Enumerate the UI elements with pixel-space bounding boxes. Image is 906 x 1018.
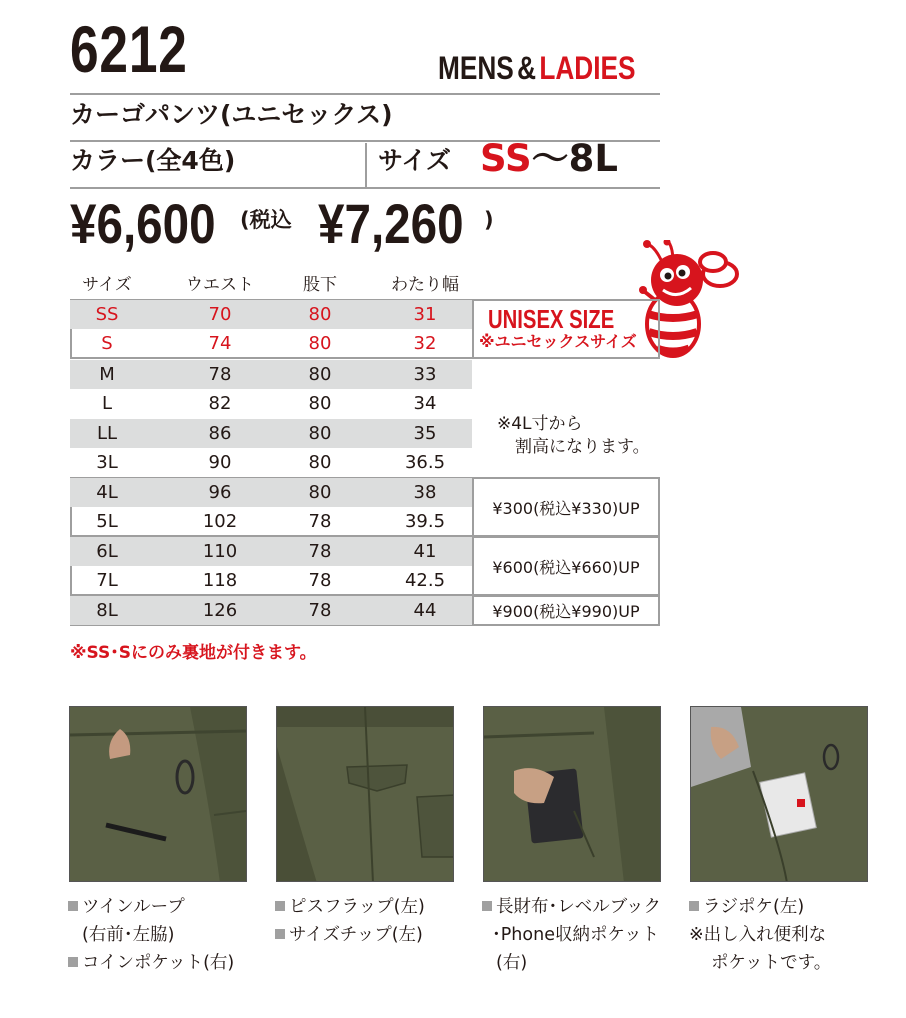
cell-inseam: 78 <box>308 541 332 562</box>
cell-thigh: 34 <box>413 393 437 414</box>
tax-label: (税込 <box>240 208 292 232</box>
pants-radio-pocket-photo <box>690 706 868 882</box>
size-range-start: SS <box>480 137 532 180</box>
cell-inseam: 80 <box>308 364 332 385</box>
cell-size: 6L <box>96 541 118 562</box>
table-row <box>70 389 472 418</box>
col-header-inseam: 股下 <box>303 275 337 295</box>
cell-waist: 78 <box>208 364 232 385</box>
feature-caption-1 <box>68 893 234 977</box>
cell-size: 7L <box>96 570 118 591</box>
caption-text: コインポケット(右) <box>82 953 235 973</box>
cell-size: L <box>101 393 113 414</box>
table-row <box>70 448 472 477</box>
table-row <box>70 419 472 448</box>
caption-text: 長財布･レベルブック <box>496 897 662 917</box>
divider-vertical <box>365 143 367 187</box>
note-4l <box>497 413 650 459</box>
cell-thigh: 35 <box>413 423 437 444</box>
note-4l-line: ※4L寸から <box>497 414 583 434</box>
pants-pocket-twin-loop-photo <box>69 706 247 882</box>
caption-line <box>68 893 234 921</box>
bullet-square-icon <box>68 957 78 967</box>
caption-text: ポケットです。 <box>711 953 832 973</box>
tax-close: ) <box>484 208 494 232</box>
caption-text: ツインループ <box>82 897 185 917</box>
caption-text: ※出し入れ便利な <box>689 925 827 945</box>
surcharge-900: ¥900(税込¥990)UP <box>472 595 660 626</box>
cell-size: 3L <box>96 452 118 473</box>
gender-label <box>438 52 636 84</box>
cell-waist: 74 <box>208 333 232 354</box>
unisex-subtitle: ※ユニセックスサイズ <box>479 332 637 351</box>
cell-waist: 70 <box>208 304 232 325</box>
note-4l-line: 割高になります。 <box>515 437 650 457</box>
table-row <box>70 596 472 625</box>
divider <box>70 187 660 189</box>
bullet-square-icon <box>275 901 285 911</box>
cell-thigh: 36.5 <box>404 452 446 473</box>
color-count: カラー(全4色) <box>70 146 236 175</box>
caption-text: ･Phone収納ポケット <box>492 925 660 945</box>
model-number: 6212 <box>70 12 188 86</box>
cell-waist: 96 <box>208 482 232 503</box>
cell-inseam: 80 <box>308 423 332 444</box>
cell-size: 5L <box>96 511 118 532</box>
caption-text: ピスフラップ(左) <box>289 897 425 917</box>
table-row <box>70 360 472 389</box>
product-name: カーゴパンツ(ユニセックス) <box>70 100 393 129</box>
cell-waist: 82 <box>208 393 232 414</box>
pants-back-flap-photo <box>276 706 454 882</box>
cell-inseam: 80 <box>308 304 332 325</box>
cell-thigh: 44 <box>413 600 437 621</box>
cell-size: S <box>101 333 113 354</box>
cell-thigh: 32 <box>413 333 437 354</box>
caption-text: (右前･左脇) <box>82 925 175 945</box>
caption-line <box>482 921 661 949</box>
size-range-end: 〜8L <box>531 137 618 180</box>
col-header-thigh: わたり幅 <box>391 275 459 295</box>
cell-size: SS <box>95 304 119 325</box>
cell-thigh: 31 <box>413 304 437 325</box>
cell-size: 4L <box>96 482 118 503</box>
cell-size: M <box>99 364 115 385</box>
table-row <box>70 537 472 566</box>
divider <box>70 93 660 95</box>
table-row <box>70 300 472 329</box>
cell-waist: 102 <box>202 511 238 532</box>
caption-line <box>482 949 661 977</box>
cell-thigh: 41 <box>413 541 437 562</box>
bullet-square-icon <box>482 901 492 911</box>
caption-line <box>68 921 234 949</box>
table-row <box>70 566 472 595</box>
caption-line <box>482 893 661 921</box>
cell-size: 8L <box>96 600 118 621</box>
cell-inseam: 78 <box>308 511 332 532</box>
cell-thigh: 38 <box>413 482 437 503</box>
pants-side-pocket-wallet-photo <box>483 706 661 882</box>
caption-line <box>689 893 831 921</box>
price: ¥6,600 <box>70 192 216 255</box>
caption-text: (右) <box>496 953 528 973</box>
cell-inseam: 80 <box>308 393 332 414</box>
table-row <box>70 478 472 507</box>
feature-caption-4 <box>689 893 831 977</box>
cell-waist: 86 <box>208 423 232 444</box>
caption-line <box>275 893 425 921</box>
cell-thigh: 42.5 <box>404 570 446 591</box>
cell-inseam: 80 <box>308 333 332 354</box>
cell-inseam: 80 <box>308 452 332 473</box>
cell-waist: 110 <box>202 541 238 562</box>
cell-thigh: 39.5 <box>404 511 446 532</box>
feature-caption-3 <box>482 893 661 977</box>
bullet-square-icon <box>689 901 699 911</box>
cell-inseam: 78 <box>308 600 332 621</box>
col-header-waist: ウエスト <box>186 275 254 295</box>
caption-line <box>68 949 234 977</box>
cell-thigh: 33 <box>413 364 437 385</box>
surcharge-600: ¥600(税込¥660)UP <box>472 536 660 596</box>
cell-waist: 126 <box>202 600 238 621</box>
feature-caption-2 <box>275 893 425 949</box>
bullet-square-icon <box>68 901 78 911</box>
caption-text: サイズチップ(左) <box>289 925 423 945</box>
tax-price: ¥7,260 <box>318 192 464 255</box>
caption-text: ラジポケ(左) <box>703 897 805 917</box>
size-label: サイズ <box>378 146 452 175</box>
col-header-size: サイズ <box>82 275 132 295</box>
caption-line <box>689 949 831 977</box>
caption-line <box>689 921 831 949</box>
cell-waist: 90 <box>208 452 232 473</box>
size-range <box>480 137 618 180</box>
table-row <box>70 507 472 536</box>
table-row <box>70 329 472 358</box>
cell-waist: 118 <box>202 570 238 591</box>
surcharge-300: ¥300(税込¥330)UP <box>472 477 660 537</box>
cell-inseam: 80 <box>308 482 332 503</box>
cell-inseam: 78 <box>308 570 332 591</box>
ladies-label: LADIES <box>539 50 636 86</box>
lining-note: ※SS･Sにのみ裏地が付きます。 <box>70 643 317 663</box>
caption-line <box>275 921 425 949</box>
amp-label: & <box>517 50 537 86</box>
cell-size: LL <box>96 423 118 444</box>
mens-label: MENS <box>438 50 514 86</box>
unisex-title: UNISEX SIZE <box>488 304 615 334</box>
bullet-square-icon <box>275 929 285 939</box>
